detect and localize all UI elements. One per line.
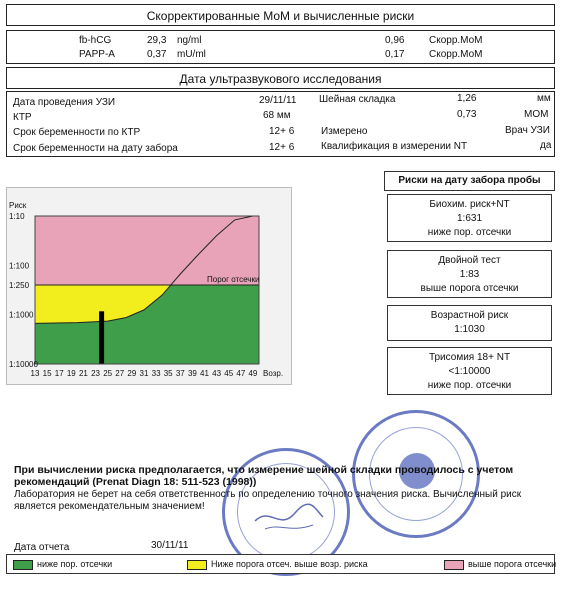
measured-label: Измерено: [321, 126, 368, 137]
x-tick-label: 39: [187, 369, 197, 378]
ga-ktr-label: Срок беременности по КТР: [13, 127, 141, 138]
pappa-mom-label: Скорр.МоМ: [429, 49, 483, 60]
risks-header: [384, 171, 555, 191]
hcg-name: fb-hCG: [79, 35, 112, 46]
x-tick-label: 21: [78, 369, 88, 378]
risk-double-value: 1:83: [459, 269, 480, 280]
risk-chart-panel: [6, 187, 292, 385]
x-tick-label: 49: [248, 369, 258, 378]
x-tick-label: 13: [30, 369, 40, 378]
pappa-unit: mU/ml: [177, 49, 206, 60]
risk-double-note: выше порога отсечки: [420, 283, 519, 294]
x-axis-label: Возр.: [263, 369, 284, 378]
y-tick-label: 1:250: [9, 280, 30, 290]
hcg-mom-label: Скорр.МоМ: [429, 35, 483, 46]
risk-box-double: [387, 250, 552, 298]
ga-ktr-value: 12+ 6: [269, 126, 295, 137]
x-tick-label: 35: [163, 369, 173, 378]
x-tick-label: 31: [139, 369, 149, 378]
cutoff-label: Порог отсечки: [207, 274, 260, 284]
pappa-value: 0,37: [147, 49, 167, 60]
y-tick-label: 1:1000: [9, 310, 34, 320]
nt-mom-unit: МОМ: [524, 109, 549, 120]
us-date-value: 29/11/11: [259, 95, 297, 106]
risk-t18-value: <1:10000: [448, 366, 491, 377]
legend-label-mid: Ниже порога отсеч. выше возр. риска: [211, 559, 368, 569]
measured-value: Врач УЗИ: [505, 125, 550, 136]
x-tick-label: 29: [127, 369, 137, 378]
corrected-mom-header: [6, 4, 555, 26]
risk-age-title: Возрастной риск: [430, 310, 509, 321]
risk-biochem-note: ниже пор. отсечки: [427, 227, 512, 238]
corrected-mom-title: Скорректированные МоМ и вычисленные риски: [146, 9, 415, 23]
legend: [6, 554, 555, 574]
patient-risk-bar: [99, 311, 104, 364]
risks-title: Риски на дату забора пробы: [398, 175, 541, 186]
risk-box-age: [387, 305, 552, 341]
x-tick-label: 47: [236, 369, 246, 378]
risk-chart: [7, 188, 293, 386]
risk-box-biochem: [387, 194, 552, 242]
risk-double-title: Двойной тест: [438, 255, 501, 266]
legend-label-low: ниже пор. отсечки: [37, 559, 113, 569]
risk-age-value: 1:1030: [454, 324, 485, 335]
ultrasound-header: [6, 67, 555, 89]
disclaimer-bold: При вычислении риска предполагается, что измерение шейной складки проводилось с учетом рекомендаций (Prenat Diagn 18: 511-523 (1998)): [14, 464, 514, 488]
hcg-value: 29,3: [147, 35, 167, 46]
legend-swatch-high: [444, 560, 464, 570]
risk-biochem-title: Биохим. риск+NT: [429, 199, 510, 210]
legend-label-high: выше порога отсечки: [468, 559, 557, 569]
nt-value: 1,26: [457, 93, 477, 104]
ktr-value: 68 мм: [263, 110, 291, 121]
ga-sample-label: Срок беременности на дату забора: [13, 143, 178, 154]
x-tick-label: 19: [66, 369, 76, 378]
legend-swatch-low: [13, 560, 33, 570]
qualification-value: да: [540, 140, 552, 151]
ultrasound-table: [6, 91, 555, 157]
y-tick-label: 1:100: [9, 261, 30, 271]
x-tick-label: 23: [91, 369, 100, 378]
hcg-mom: 0,96: [385, 35, 405, 46]
nt-mom-value: 0,73: [457, 109, 477, 120]
disclaimer-text: Лаборатория не берет на себя ответственность по определению точного значения риска. Вычисленный риск является рекомендательным значением!: [14, 489, 522, 512]
y-tick-label: 1:10: [9, 212, 25, 221]
x-tick-label: 33: [151, 369, 161, 378]
ktr-label: КТР: [13, 112, 32, 123]
hcg-unit: ng/ml: [177, 35, 202, 46]
y-tick-label: 1:10000: [9, 360, 38, 369]
corrected-mom-table: [6, 30, 555, 64]
risk-t18-note: ниже пор. отсечки: [427, 380, 512, 391]
report-date-value: 30/11/11: [151, 540, 189, 551]
x-tick-label: 27: [115, 369, 125, 378]
x-tick-label: 43: [212, 369, 222, 378]
x-tick-label: 15: [42, 369, 52, 378]
x-tick-label: 41: [200, 369, 209, 378]
us-date-label: Дата проведения УЗИ: [13, 97, 116, 108]
ultrasound-title: Дата ультразвукового исследования: [179, 72, 382, 86]
y-axis-label: Риск: [9, 201, 27, 210]
pappa-name: PAPP-A: [79, 49, 115, 60]
x-tick-label: 45: [224, 369, 234, 378]
x-tick-label: 25: [103, 369, 113, 378]
risk-box-t18: [387, 347, 552, 395]
pappa-mom: 0,17: [385, 49, 405, 60]
risk-biochem-value: 1:631: [456, 213, 483, 224]
x-tick-label: 37: [175, 369, 185, 378]
nt-label: Шейная складка: [319, 94, 396, 105]
legend-swatch-mid: [187, 560, 207, 570]
qualification-label: Квалификация в измерении NT: [321, 141, 468, 152]
x-tick-label: 17: [54, 369, 64, 378]
nt-unit: мм: [537, 93, 551, 104]
risk-t18-title: Трисомия 18+ NT: [428, 352, 511, 363]
ga-sample-value: 12+ 6: [269, 142, 295, 153]
report-date-label: Дата отчета: [14, 542, 70, 553]
